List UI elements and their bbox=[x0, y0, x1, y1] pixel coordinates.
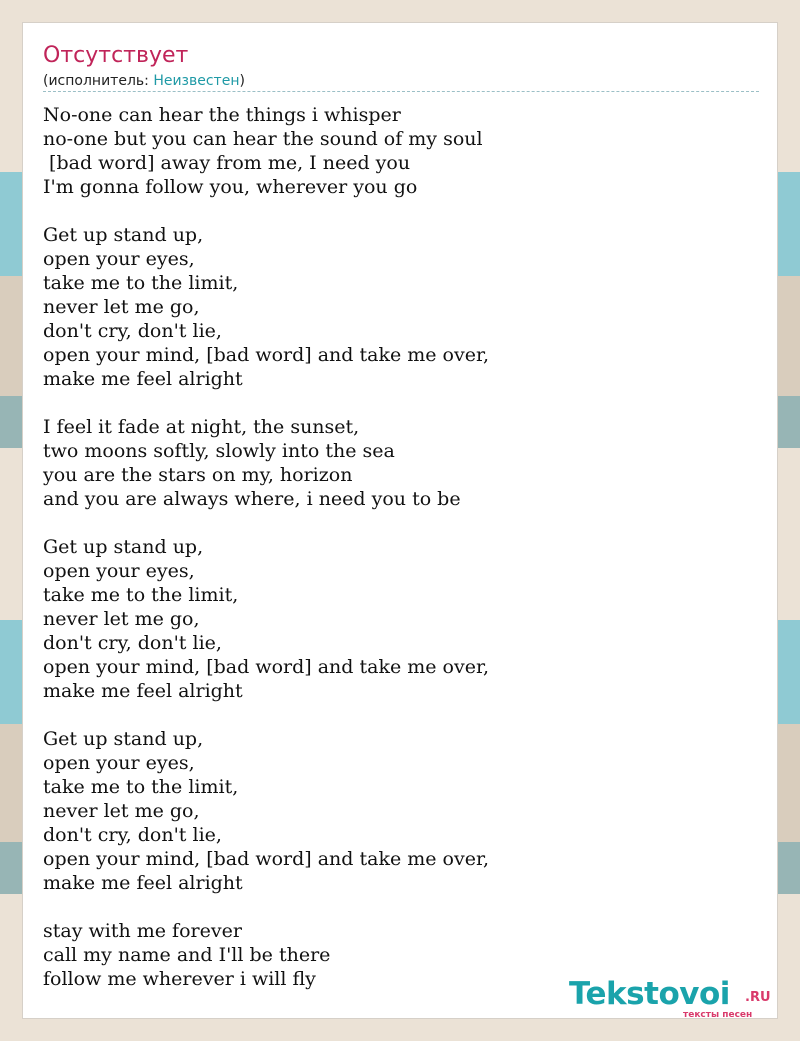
lyric-line: never let me go, bbox=[43, 800, 200, 822]
lyric-line: call my name and I'll be there bbox=[43, 944, 331, 966]
lyric-line: follow me wherever i will fly bbox=[43, 968, 316, 990]
tekstovoi-logo[interactable] bbox=[569, 974, 779, 1018]
lyric-line: open your mind, [bad word] and take me over, bbox=[43, 656, 490, 678]
lyric-line bbox=[43, 511, 489, 535]
lyric-line: open your eyes, bbox=[43, 248, 195, 270]
lyric-line bbox=[43, 199, 489, 223]
artist-prefix: (исполнитель: bbox=[43, 73, 154, 89]
lyrics-card bbox=[22, 22, 778, 1019]
lyric-line: take me to the limit, bbox=[43, 584, 239, 606]
lyric-line: you are the stars on my, horizon bbox=[43, 464, 353, 486]
lyric-line: open your mind, [bad word] and take me over, bbox=[43, 344, 490, 366]
lyric-line: open your mind, [bad word] and take me over, bbox=[43, 848, 490, 870]
lyric-line: Get up stand up, bbox=[43, 224, 204, 246]
lyric-line: [bad word] away from me, I need you bbox=[43, 152, 411, 174]
lyric-line bbox=[43, 391, 489, 415]
lyric-line: Get up stand up, bbox=[43, 728, 204, 750]
lyric-line: make me feel alright bbox=[43, 368, 243, 390]
lyric-line: don't cry, don't lie, bbox=[43, 632, 222, 654]
lyric-line: no-one but you can hear the sound of my soul bbox=[43, 128, 483, 150]
song-title: Отсутствует bbox=[43, 43, 189, 68]
lyric-line: take me to the limit, bbox=[43, 272, 239, 294]
lyric-line bbox=[43, 895, 489, 919]
logo-wordmark: Tekstovoi bbox=[569, 976, 730, 1012]
lyric-line: never let me go, bbox=[43, 296, 200, 318]
lyrics-text bbox=[43, 103, 489, 991]
logo-tld: .RU bbox=[745, 990, 771, 1005]
artist-suffix: ) bbox=[239, 73, 245, 89]
artist-link[interactable]: Неизвестен bbox=[153, 73, 240, 89]
lyric-line: No-one can hear the things i whisper bbox=[43, 104, 401, 126]
lyric-line: two moons softly, slowly into the sea bbox=[43, 440, 395, 462]
lyric-line bbox=[43, 703, 489, 727]
lyric-line: never let me go, bbox=[43, 608, 200, 630]
artist-line bbox=[43, 72, 245, 90]
lyric-line: and you are always where, i need you to be bbox=[43, 488, 461, 510]
lyric-line: don't cry, don't lie, bbox=[43, 320, 222, 342]
lyric-line: take me to the limit, bbox=[43, 776, 239, 798]
lyric-line: open your eyes, bbox=[43, 752, 195, 774]
header-divider bbox=[43, 91, 759, 92]
lyric-line: I feel it fade at night, the sunset, bbox=[43, 416, 360, 438]
lyric-line: make me feel alright bbox=[43, 872, 243, 894]
lyric-line: I'm gonna follow you, wherever you go bbox=[43, 176, 418, 198]
lyric-line: Get up stand up, bbox=[43, 536, 204, 558]
logo-tagline: тексты песен bbox=[683, 1010, 753, 1020]
lyric-line: open your eyes, bbox=[43, 560, 195, 582]
lyric-line: don't cry, don't lie, bbox=[43, 824, 222, 846]
lyric-line: make me feel alright bbox=[43, 680, 243, 702]
lyric-line: stay with me forever bbox=[43, 920, 242, 942]
